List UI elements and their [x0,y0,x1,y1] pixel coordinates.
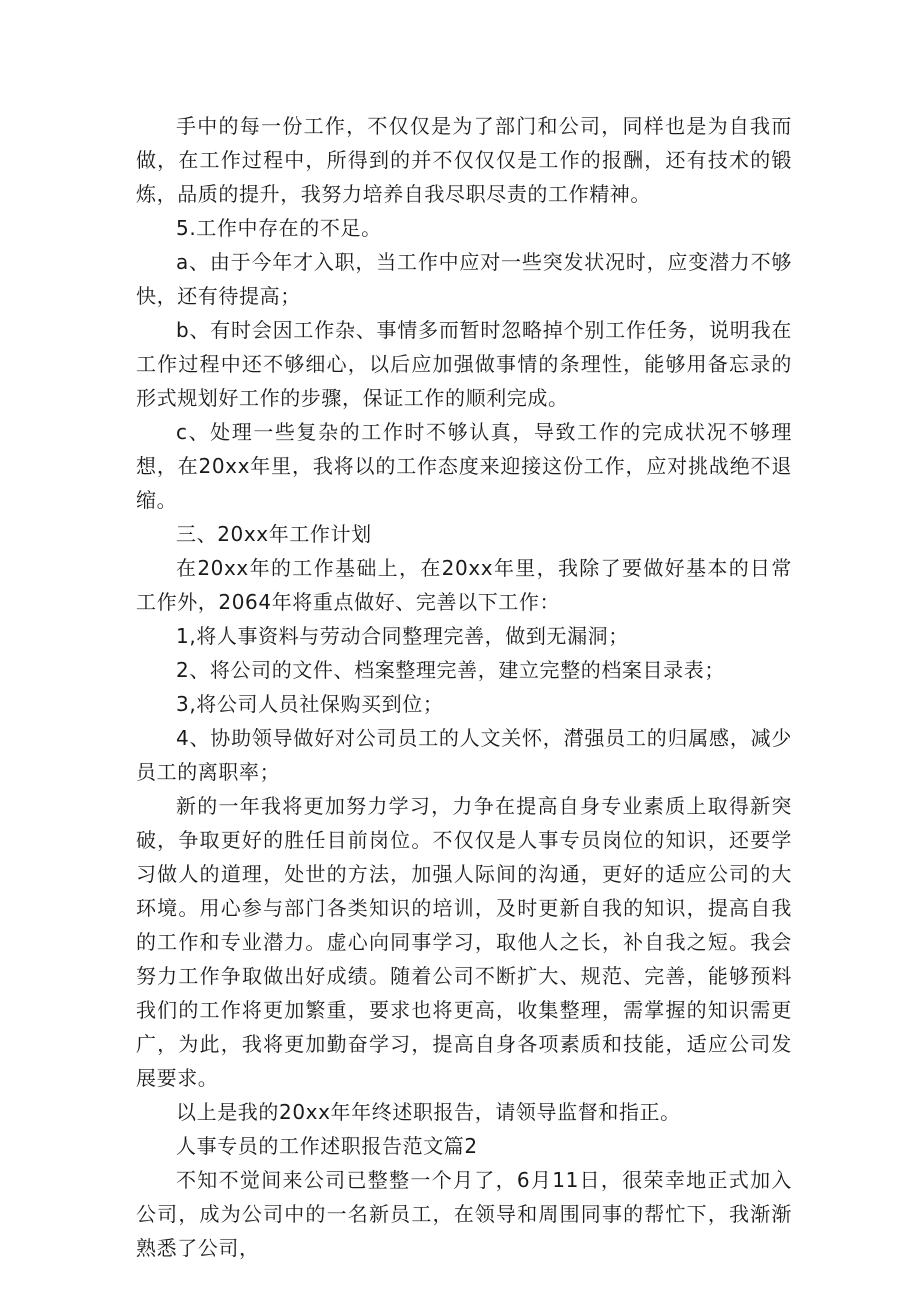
paragraph-shortcomings-heading: 5.工作中存在的不足。 [176,216,382,240]
paragraph-new-year-goals: 新的一年我将更加努力学习，力争在提高自身专业素质上取得新突破，争取更好的胜任目前岗位。不仅仅是人事专员岗位的知识，还要学习做人的道理，处世的方法，加强人际间的沟通，更好的适应公司的大环境。用心参与部门各类知识的培训，及时更新自我的知识，提高自我的工作和专业潜力。虚心向同事学习，取他人之长，补自我之短。我会努力工作争取做出好成绩。随着公司不断扩大、规范、完善，能够预料我们的工作将更加繁重，要求也将更高，收集整理，需掌握的知识需更广，为此，我将更加勤奋学习，提高自身各项素质和技能，适应公司发展要求。 [136,794,792,1090]
paragraph-article-2-intro: 不知不觉间来公司已整整一个月了，6月11日，很荣幸地正式加入公司，成为公司中的一名新员工，在领导和周围同事的帮忙下，我渐渐熟悉了公司， [136,1168,792,1260]
list-item-plan-4: 4、协助领导做好对公司员工的人文关怀，潸强员工的归属感，减少员工的离职率； [136,726,792,784]
paragraph-shortcoming-a: a、由于今年才入职，当工作中应对一些突发状况时，应变潜力不够快，还有待提高； [136,250,792,308]
article-title-2: 人事专员的工作述职报告范文篇2 [176,1134,478,1158]
list-item-plan-3: 3,将公司人员社保购买到位； [176,692,444,716]
document-body [136,109,792,1265]
section-heading-work-plan: 三、20xx年工作计划 [176,522,372,546]
list-item-plan-2: 2、将公司的文件、档案整理完善，建立完整的档案目录表； [176,658,725,682]
paragraph-shortcoming-c: c、处理一些复杂的工作时不够认真，导致工作的完成状况不够理想，在20xx年里，我将以的工作态度来迎接这份工作，应对挑战绝不退缩。 [136,420,792,512]
paragraph-closing: 以上是我的20xx年年终述职报告，请领导监督和指正。 [176,1100,681,1124]
list-item-plan-1: 1,将人事资料与劳动合同整理完善，做到无漏洞； [176,624,629,648]
paragraph-work-attitude: 手中的每一份工作，不仅仅是为了部门和公司，同样也是为自我而做，在工作过程中，所得到的并不仅仅仅是工作的报酬，还有技术的锻炼，品质的提升，我努力培养自我尽职尽责的工作精神。 [136,114,792,206]
paragraph-plan-intro: 在20xx年的工作基础上，在20xx年里，我除了要做好基本的日常工作外，2064年将重点做好、完善以下工作： [136,556,792,614]
paragraph-shortcoming-b: b、有时会因工作杂、事情多而暂时忽略掉个别工作任务，说明我在工作过程中还不够细心，以后应加强做事情的条理性，能够用备忘录的形式规划好工作的步骤，保证工作的顺利完成。 [136,318,792,410]
